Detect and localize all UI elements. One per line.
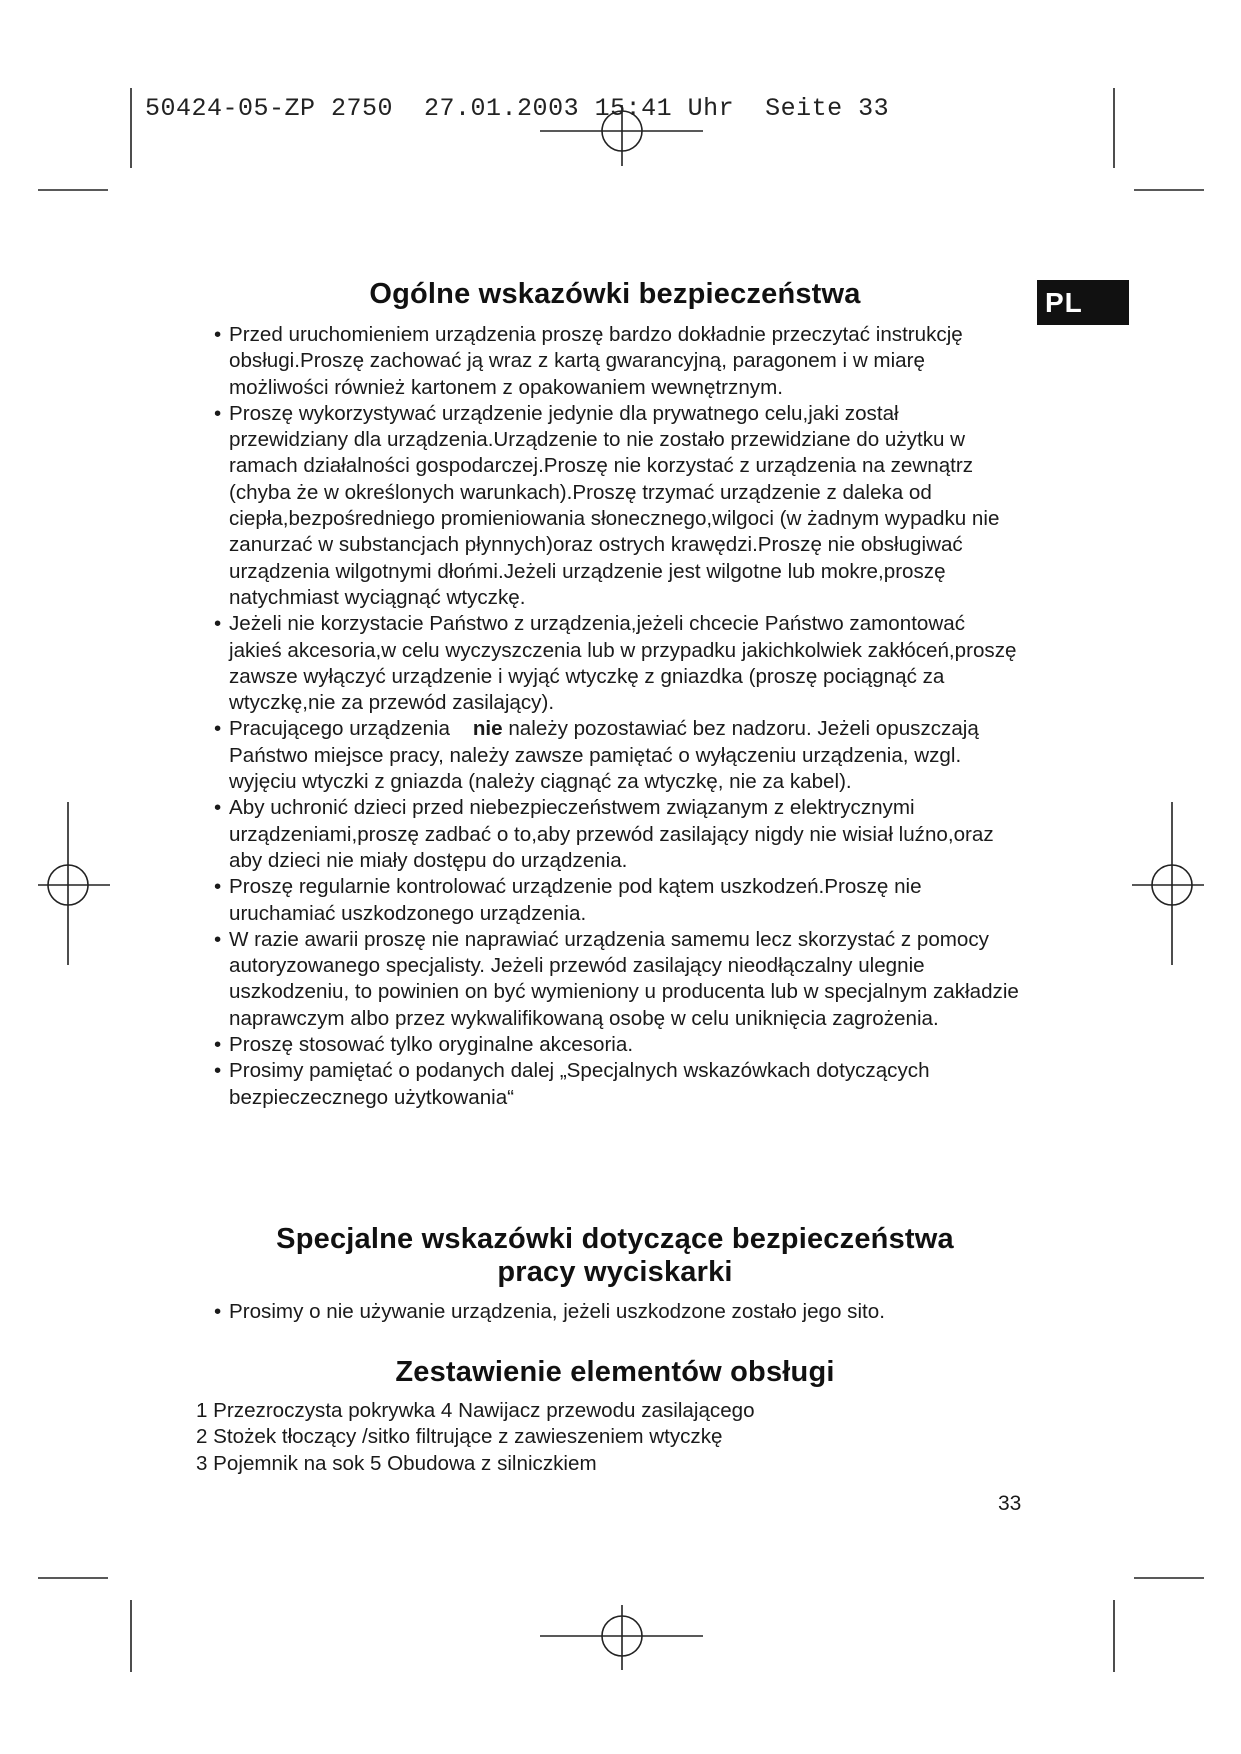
list-item: • Proszę regularnie kontrolować urządzenie pod kątem uszkodzeń.Proszę nie uruchamiać uszkodzonego urządzenia. [214,875,922,925]
special-safety-list [192,1299,1022,1325]
section-title-special-line2: pracy wyciskarki [497,1256,733,1288]
list-item: • Pracującego urządzenia nie należy pozostawiać bez nadzoru. Jeżeli opuszczają Państwo miejsce pracy, należy zawsze pamiętać o wyłączeniu urządzenia, wzgl. wyjęciu wtyczki z gniazda (należy ciągnąć za wtyczkę, nie za kabel). [214,717,979,794]
general-safety-list [192,322,1022,1111]
list-item: 2 Stożek tłoczący /sitko filtrujące z zawieszeniem wtyczkę [196,1425,723,1449]
list-item: • Przed uruchomieniem urządzenia proszę bardzo dokładnie przeczytać instrukcję obsługi.Proszę zachować ją wraz z kartą gwarancyjną, paragonem i w miarę możliwości również kartonem z opakowaniem wewnętrznym. [214,323,963,399]
elements-list [196,1398,1026,1477]
print-slug: 50424-05-ZP 2750 27.01.2003 15:41 Uhr Seite 33 [145,94,890,123]
section-title-special [192,1223,1038,1289]
section-title-elements: Zestawienie elementów obsługi [395,1356,835,1388]
page-number: 33 [998,1492,1022,1515]
list-item: • Aby uchronić dzieci przed niebezpieczeństwem związanym z elektrycznymi urządzeniami,proszę zadbać o to,aby przewód zasilający nigdy nie wisiał luźno,oraz aby dzieci nie miały dostępu do urządzenia. [214,796,994,872]
list-item: • Proszę wykorzystywać urządzenie jedynie dla prywatnego celu,jaki został przewidziany dla urządzenia.Urządzenie to nie zostało przewidziane do użytku w ramach działalności gospodarczej.Proszę nie korzystać z urządzenia na zewnątrz (chyba że w określonych warunkach).Proszę trzymać urządzenie z daleka od ciepła,bezpośredniego promieniowania słonecznego,wilgoci (w żadnym wypadku nie zanurzać w substancjach płynnych)oraz ostrych krawędzi.Proszę nie obsługiwać urządzenia wilgotnymi dłońmi.Jeżeli urządzenie jest wilgotne lub mokre,proszę natychmiast wyciągnąć wtyczkę. [214,401,1000,609]
list-item: • Prosimy pamiętać o podanych dalej „Specjalnych wskazówkach dotyczących bezpieczecznego użytkowania“ [214,1059,930,1109]
section-title-special-line1: Specjalne wskazówki dotyczące bezpieczeństwa [276,1223,954,1255]
emphasis-nie: nie [472,717,503,741]
list-item: • Prosimy o nie używanie urządzenia, jeżeli uszkodzone zostało jego sito. [214,1300,885,1323]
list-item: • Jeżeli nie korzystacie Państwo z urządzenia,jeżeli chcecie Państwo zamontować jakieś akcesoria,w celu wyczyszczenia lub w przypadku jakichkolwiek zakłóceń,proszę zawsze wyłączyć urządzenie i wyjąć wtyczkę z gniazdka (proszę pociągnąć za wtyczkę,nie za przewód zasilający). [214,612,1017,715]
list-item: 3 Pojemnik na sok 5 Obudowa z silniczkiem [196,1451,597,1475]
language-tab: PL [1037,280,1129,325]
list-item: • W razie awarii proszę nie naprawiać urządzenia samemu lecz skorzystać z pomocy autoryzowanego specjalisty. Jeżeli przewód zasilający nieodłączalny ulegnie uszkodzeniu, to powinien on być wymieniony u producenta lub w specjalnym zakładzie naprawczym albo przez wykwalifikowaną osobę w celu uniknięcia zagrożenia. [214,927,1019,1030]
list-item: • Proszę stosować tylko oryginalne akcesoria. [214,1033,634,1057]
list-item: 1 Przezroczysta pokrywka 4 Nawijacz przewodu zasilającego [196,1399,755,1422]
section-title-general: Ogólne wskazówki bezpieczeństwa [369,278,861,310]
